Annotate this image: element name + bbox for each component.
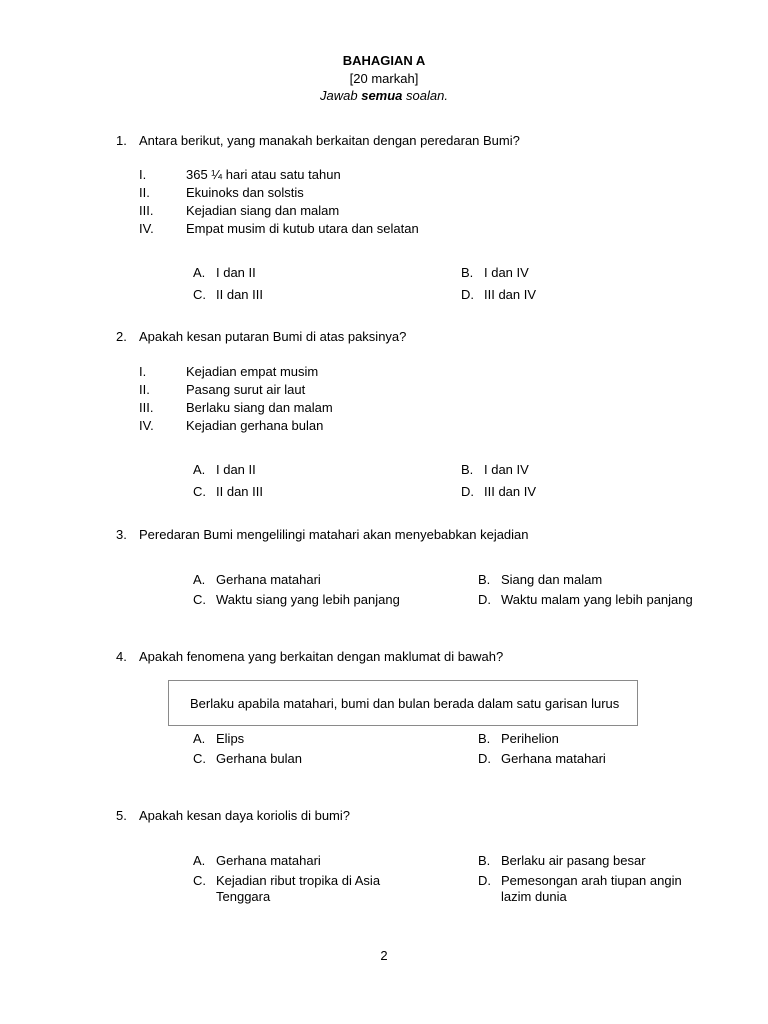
instruction-pre: Jawab (320, 88, 362, 103)
q4-option-b-text[interactable]: Perihelion (501, 731, 559, 746)
q5-option-b-letter[interactable]: B. (478, 853, 491, 868)
q4-option-c-letter[interactable]: C. (193, 751, 206, 766)
marks-label: [20 markah] (349, 71, 419, 86)
q2-statement-text: Berlaku siang dan malam (186, 400, 333, 415)
info-box (168, 680, 638, 726)
q2-option-b-letter[interactable]: B. (461, 462, 474, 477)
q1-statement-text: Kejadian siang dan malam (186, 203, 340, 218)
q4-option-b-letter[interactable]: B. (478, 731, 491, 746)
q2-option-b-text[interactable]: I dan IV (484, 462, 529, 477)
question-3-number: 3. (116, 527, 127, 542)
question-5-text: Apakah kesan daya koriolis di bumi? (139, 808, 351, 823)
question-3-text: Peredaran Bumi mengelilingi matahari akan menyebabkan kejadian (139, 527, 529, 542)
q3-option-b-letter[interactable]: B. (478, 572, 491, 587)
instruction (0, 88, 768, 104)
q1-statement-roman: II. (139, 185, 150, 200)
q3-option-d-letter[interactable]: D. (478, 592, 491, 607)
section-title: BAHAGIAN A (342, 53, 426, 68)
q2-option-d-text[interactable]: III dan IV (484, 484, 537, 499)
q4-option-d-letter[interactable]: D. (478, 751, 491, 766)
q1-option-c-text[interactable]: II dan III (216, 287, 263, 302)
q5-option-a-text[interactable]: Gerhana matahari (216, 853, 321, 868)
q5-option-d-text[interactable]: Pemesongan arah tiupan angin (501, 873, 682, 888)
question-5-number: 5. (116, 808, 127, 823)
instruction-bold: semua (361, 88, 403, 103)
question-4-text: Apakah fenomena yang berkaitan dengan maklumat di bawah? (139, 649, 504, 664)
q4-option-a-letter[interactable]: A. (193, 731, 206, 746)
q4-option-c-text[interactable]: Gerhana bulan (216, 751, 303, 766)
q1-option-b-text[interactable]: I dan IV (484, 265, 529, 280)
q1-statement-text: Ekuinoks dan solstis (186, 185, 304, 200)
instruction-post: soalan. (402, 88, 448, 103)
q5-option-b-text[interactable]: Berlaku air pasang besar (501, 853, 646, 868)
page-number: 2 (380, 948, 388, 963)
q3-option-a-letter[interactable]: A. (193, 572, 206, 587)
q2-statement-text: Kejadian empat musim (186, 364, 319, 379)
q3-option-c-text[interactable]: Waktu siang yang lebih panjang (216, 592, 400, 607)
q2-option-a-letter[interactable]: A. (193, 462, 206, 477)
q5-option-c-letter[interactable]: C. (193, 873, 206, 888)
q5-option-c-text-line2[interactable]: Tenggara (216, 889, 271, 904)
q2-statement-roman: II. (139, 382, 150, 397)
q2-statement-roman: III. (139, 400, 154, 415)
q2-statement-roman: I. (139, 364, 147, 379)
q1-option-d-text[interactable]: III dan IV (484, 287, 537, 302)
q5-option-d-letter[interactable]: D. (478, 873, 491, 888)
q1-statement-text: 365 ¼ hari atau satu tahun (186, 167, 341, 182)
q5-option-d-text-line2[interactable]: lazim dunia (501, 889, 567, 904)
q2-statement-text: Kejadian gerhana bulan (186, 418, 324, 433)
q1-option-d-letter[interactable]: D. (461, 287, 474, 302)
q2-option-c-text[interactable]: II dan III (216, 484, 263, 499)
q2-option-a-text[interactable]: I dan II (216, 462, 256, 477)
q1-option-a-letter[interactable]: A. (193, 265, 206, 280)
q1-option-b-letter[interactable]: B. (461, 265, 474, 280)
question-2-number: 2. (116, 329, 127, 344)
q2-statement-roman: IV. (139, 418, 154, 433)
q1-statement-text: Empat musim di kutub utara dan selatan (186, 221, 419, 236)
q2-statement-text: Pasang surut air laut (186, 382, 306, 397)
q3-option-a-text[interactable]: Gerhana matahari (216, 572, 321, 587)
q3-option-c-letter[interactable]: C. (193, 592, 206, 607)
q3-option-b-text[interactable]: Siang dan malam (501, 572, 603, 587)
question-1-text: Antara berikut, yang manakah berkaitan dengan peredaran Bumi? (139, 133, 520, 148)
q1-statement-roman: IV. (139, 221, 154, 236)
q1-option-a-text[interactable]: I dan II (216, 265, 256, 280)
q5-option-a-letter[interactable]: A. (193, 853, 206, 868)
q3-option-d-text[interactable]: Waktu malam yang lebih panjang (501, 592, 693, 607)
q1-option-c-letter[interactable]: C. (193, 287, 206, 302)
question-4-number: 4. (116, 649, 127, 664)
q1-statement-roman: I. (139, 167, 147, 182)
question-1-number: 1. (116, 133, 127, 148)
question-2-text: Apakah kesan putaran Bumi di atas paksinya? (139, 329, 407, 344)
q4-option-d-text[interactable]: Gerhana matahari (501, 751, 606, 766)
q2-option-c-letter[interactable]: C. (193, 484, 206, 499)
q5-option-c-text[interactable]: Kejadian ribut tropika di Asia (216, 873, 381, 888)
q4-option-a-text[interactable]: Elips (216, 731, 245, 746)
q2-option-d-letter[interactable]: D. (461, 484, 474, 499)
q1-statement-roman: III. (139, 203, 154, 218)
info-box-text: Berlaku apabila matahari, bumi dan bulan berada dalam satu garisan lurus (190, 696, 620, 711)
